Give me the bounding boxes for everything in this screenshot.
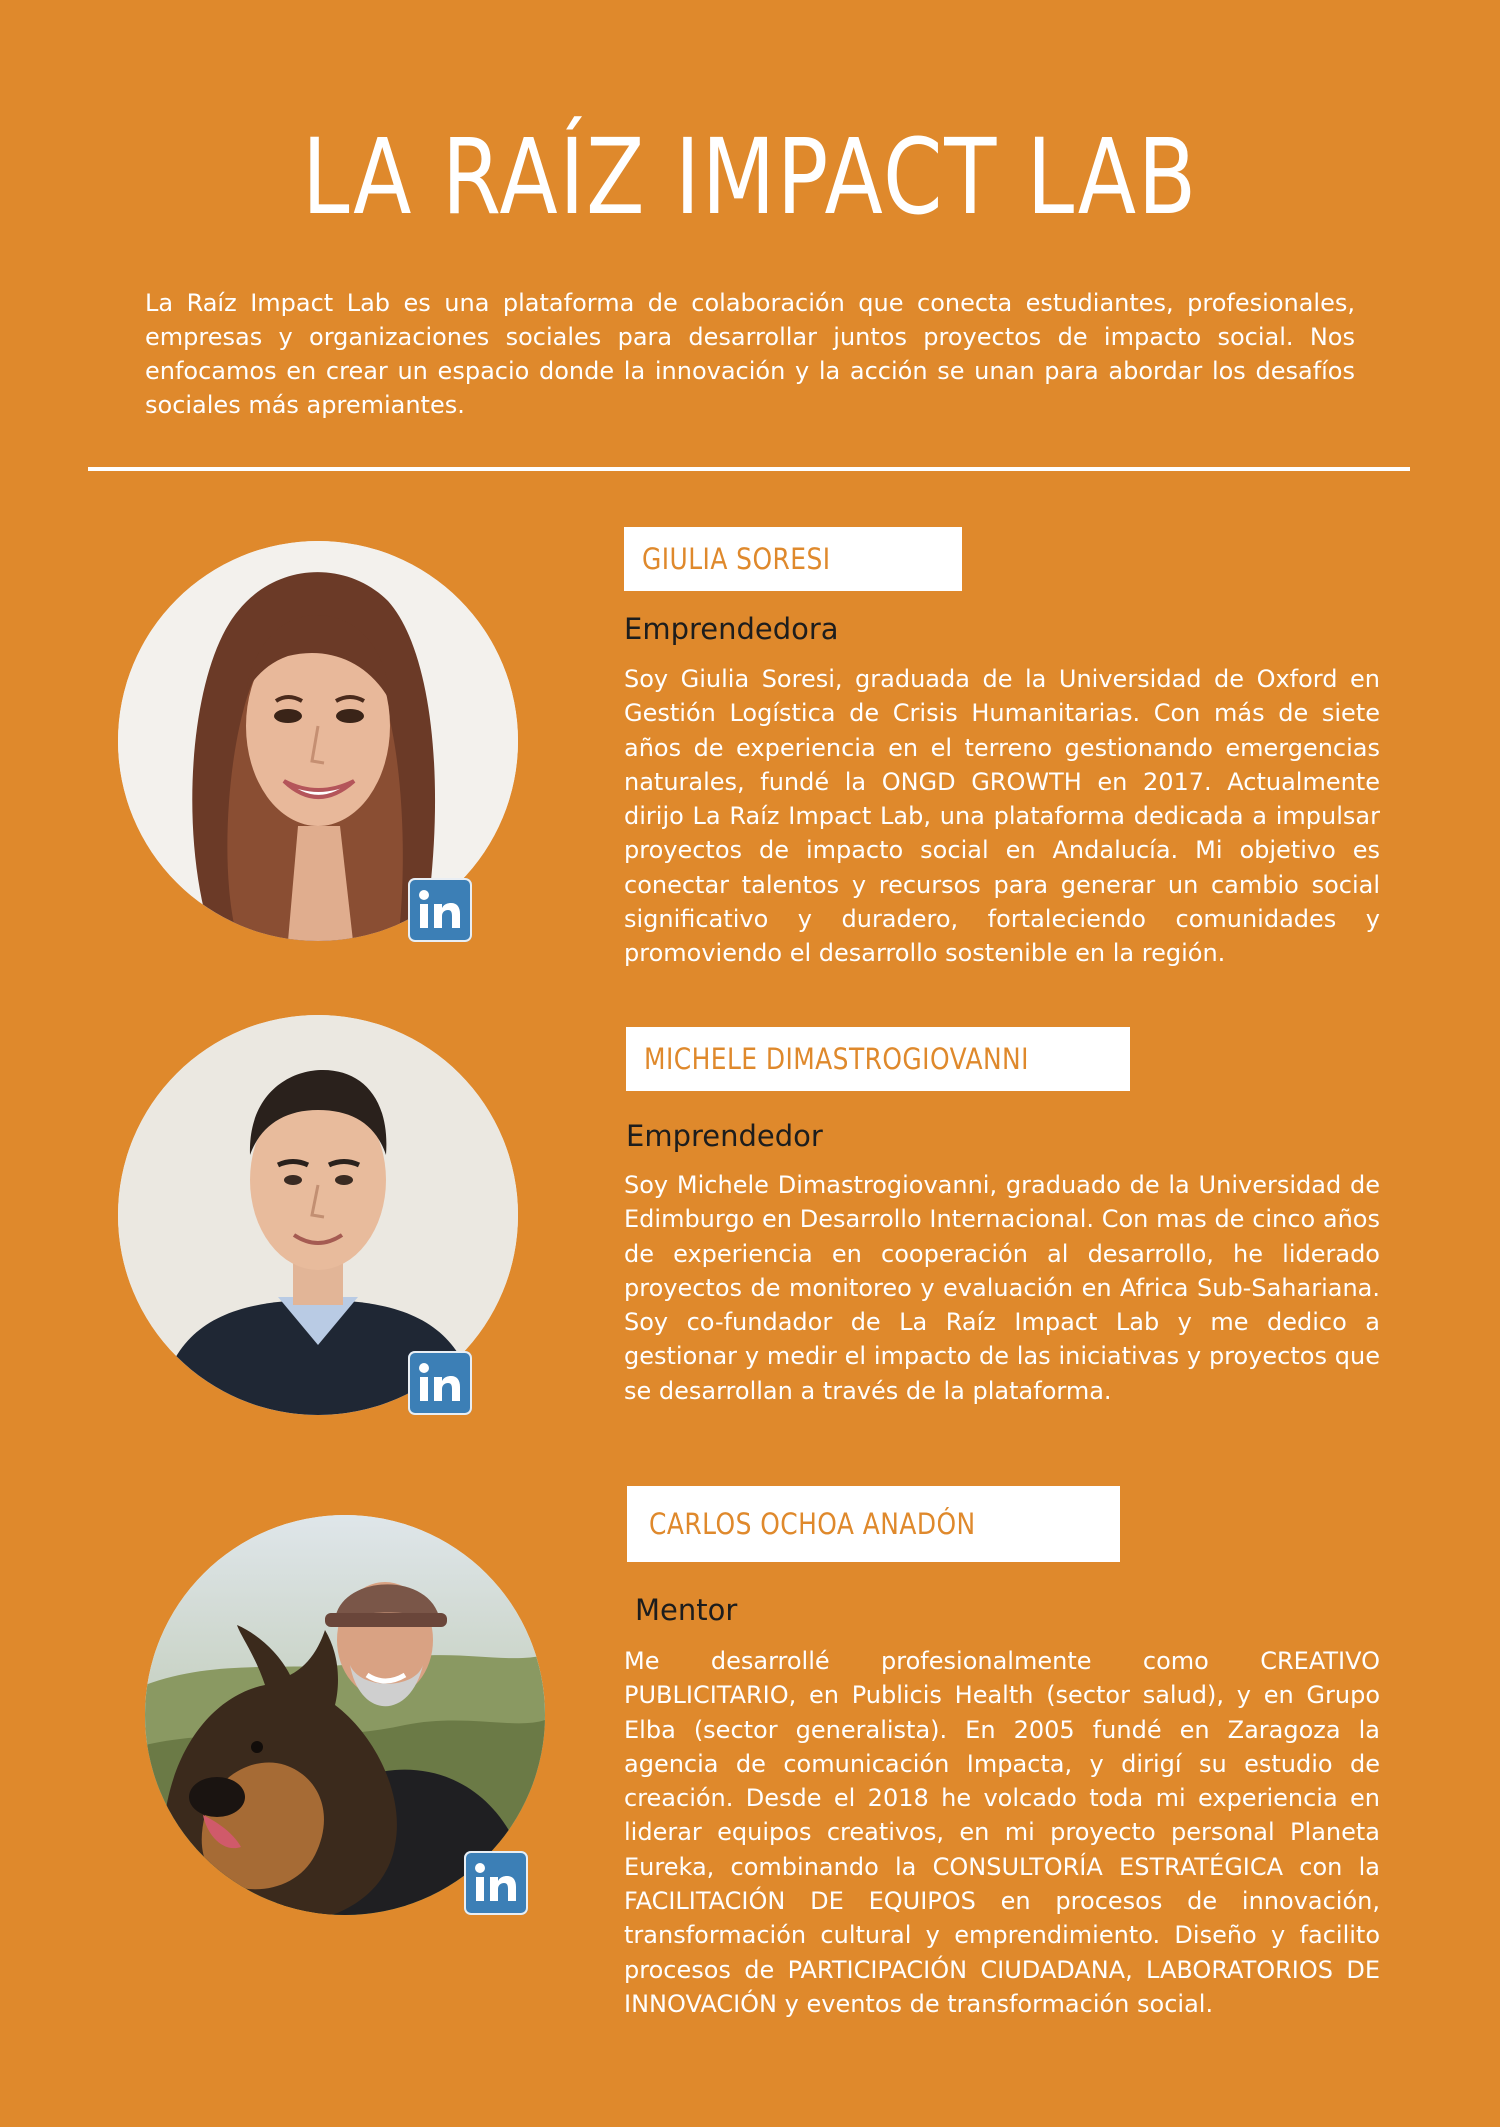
member-role: Emprendedor (626, 1119, 823, 1153)
section-divider (88, 467, 1410, 471)
member-bio: Soy Michele Dimastrogiovanni, graduado de la Universidad de Edimburgo en Desarrollo Internacional. Con mas de cinco años de experiencia en cooperación al desarrollo, he liderado proyectos de monitoreo y evaluación en Africa Sub-Sahariana. Soy co-fundador de La Raíz Impact Lab y me dedico a gestionar y medir el impacto de las iniciativas y proyectos que se desarrollan a través de la plataforma. (624, 1171, 1380, 1405)
member-role: Mentor (635, 1593, 738, 1627)
page-title: LA RAÍZ IMPACT LAB (302, 116, 1198, 238)
member-name-box (627, 1486, 1120, 1562)
member-name: GIULIA SORESI (642, 542, 831, 576)
linkedin-icon[interactable] (408, 1351, 472, 1415)
member-role: Emprendedora (624, 612, 839, 646)
intro-paragraph: La Raíz Impact Lab es una plataforma de colaboración que conecta estudiantes, profesionales, empresas y organizaciones sociales para desarrollar juntos proyectos de impacto social. Nos enfocamos en crear un espacio donde la innovación y la acción se unan para abordar los desafíos sociales más apremiantes. (145, 289, 1355, 419)
member-name: MICHELE DIMASTROGIOVANNI (644, 1042, 1029, 1076)
member-name-box (626, 1027, 1130, 1091)
linkedin-icon[interactable] (408, 878, 472, 942)
member-name: CARLOS OCHOA ANADÓN (649, 1507, 976, 1541)
linkedin-icon[interactable] (464, 1851, 528, 1915)
member-bio: Soy Giulia Soresi, graduada de la Universidad de Oxford en Gestión Logística de Crisis Humanitarias. Con más de siete años de experiencia en el terreno gestionando emergencias naturales, fundé la ONGD GROWTH en 2017. Actualmente dirijo La Raíz Impact Lab, una plataforma dedicada a impulsar proyectos de impacto social en Andalucía. Mi objetivo es conectar talentos y recursos para generar un cambio social significativo y duradero, fortaleciendo comunidades y promoviendo el desarrollo sostenible en la región. (624, 665, 1380, 968)
member-name-box (624, 527, 962, 591)
member-bio: Me desarrollé profesionalmente como CREATIVO PUBLICITARIO, en Publicis Health (sector salud), y en Grupo Elba (sector generalista). En 2005 fundé en Zaragoza la agencia de comunicación Impacta, y dirigí su estudio de creación. Desde el 2018 he volcado toda mi experiencia en liderar equipos creativos, en mi proyecto personal Planeta Eureka, combinando la CONSULTORÍA ESTRATÉGICA con la FACILITACIÓN DE EQUIPOS en procesos de innovación, transformación cultural y emprendimiento. Diseño y facilito procesos de PARTICIPACIÓN CIUDADANA, LABORATORIOS DE INNOVACIÓN y eventos de transformación social. (624, 1647, 1380, 2018)
